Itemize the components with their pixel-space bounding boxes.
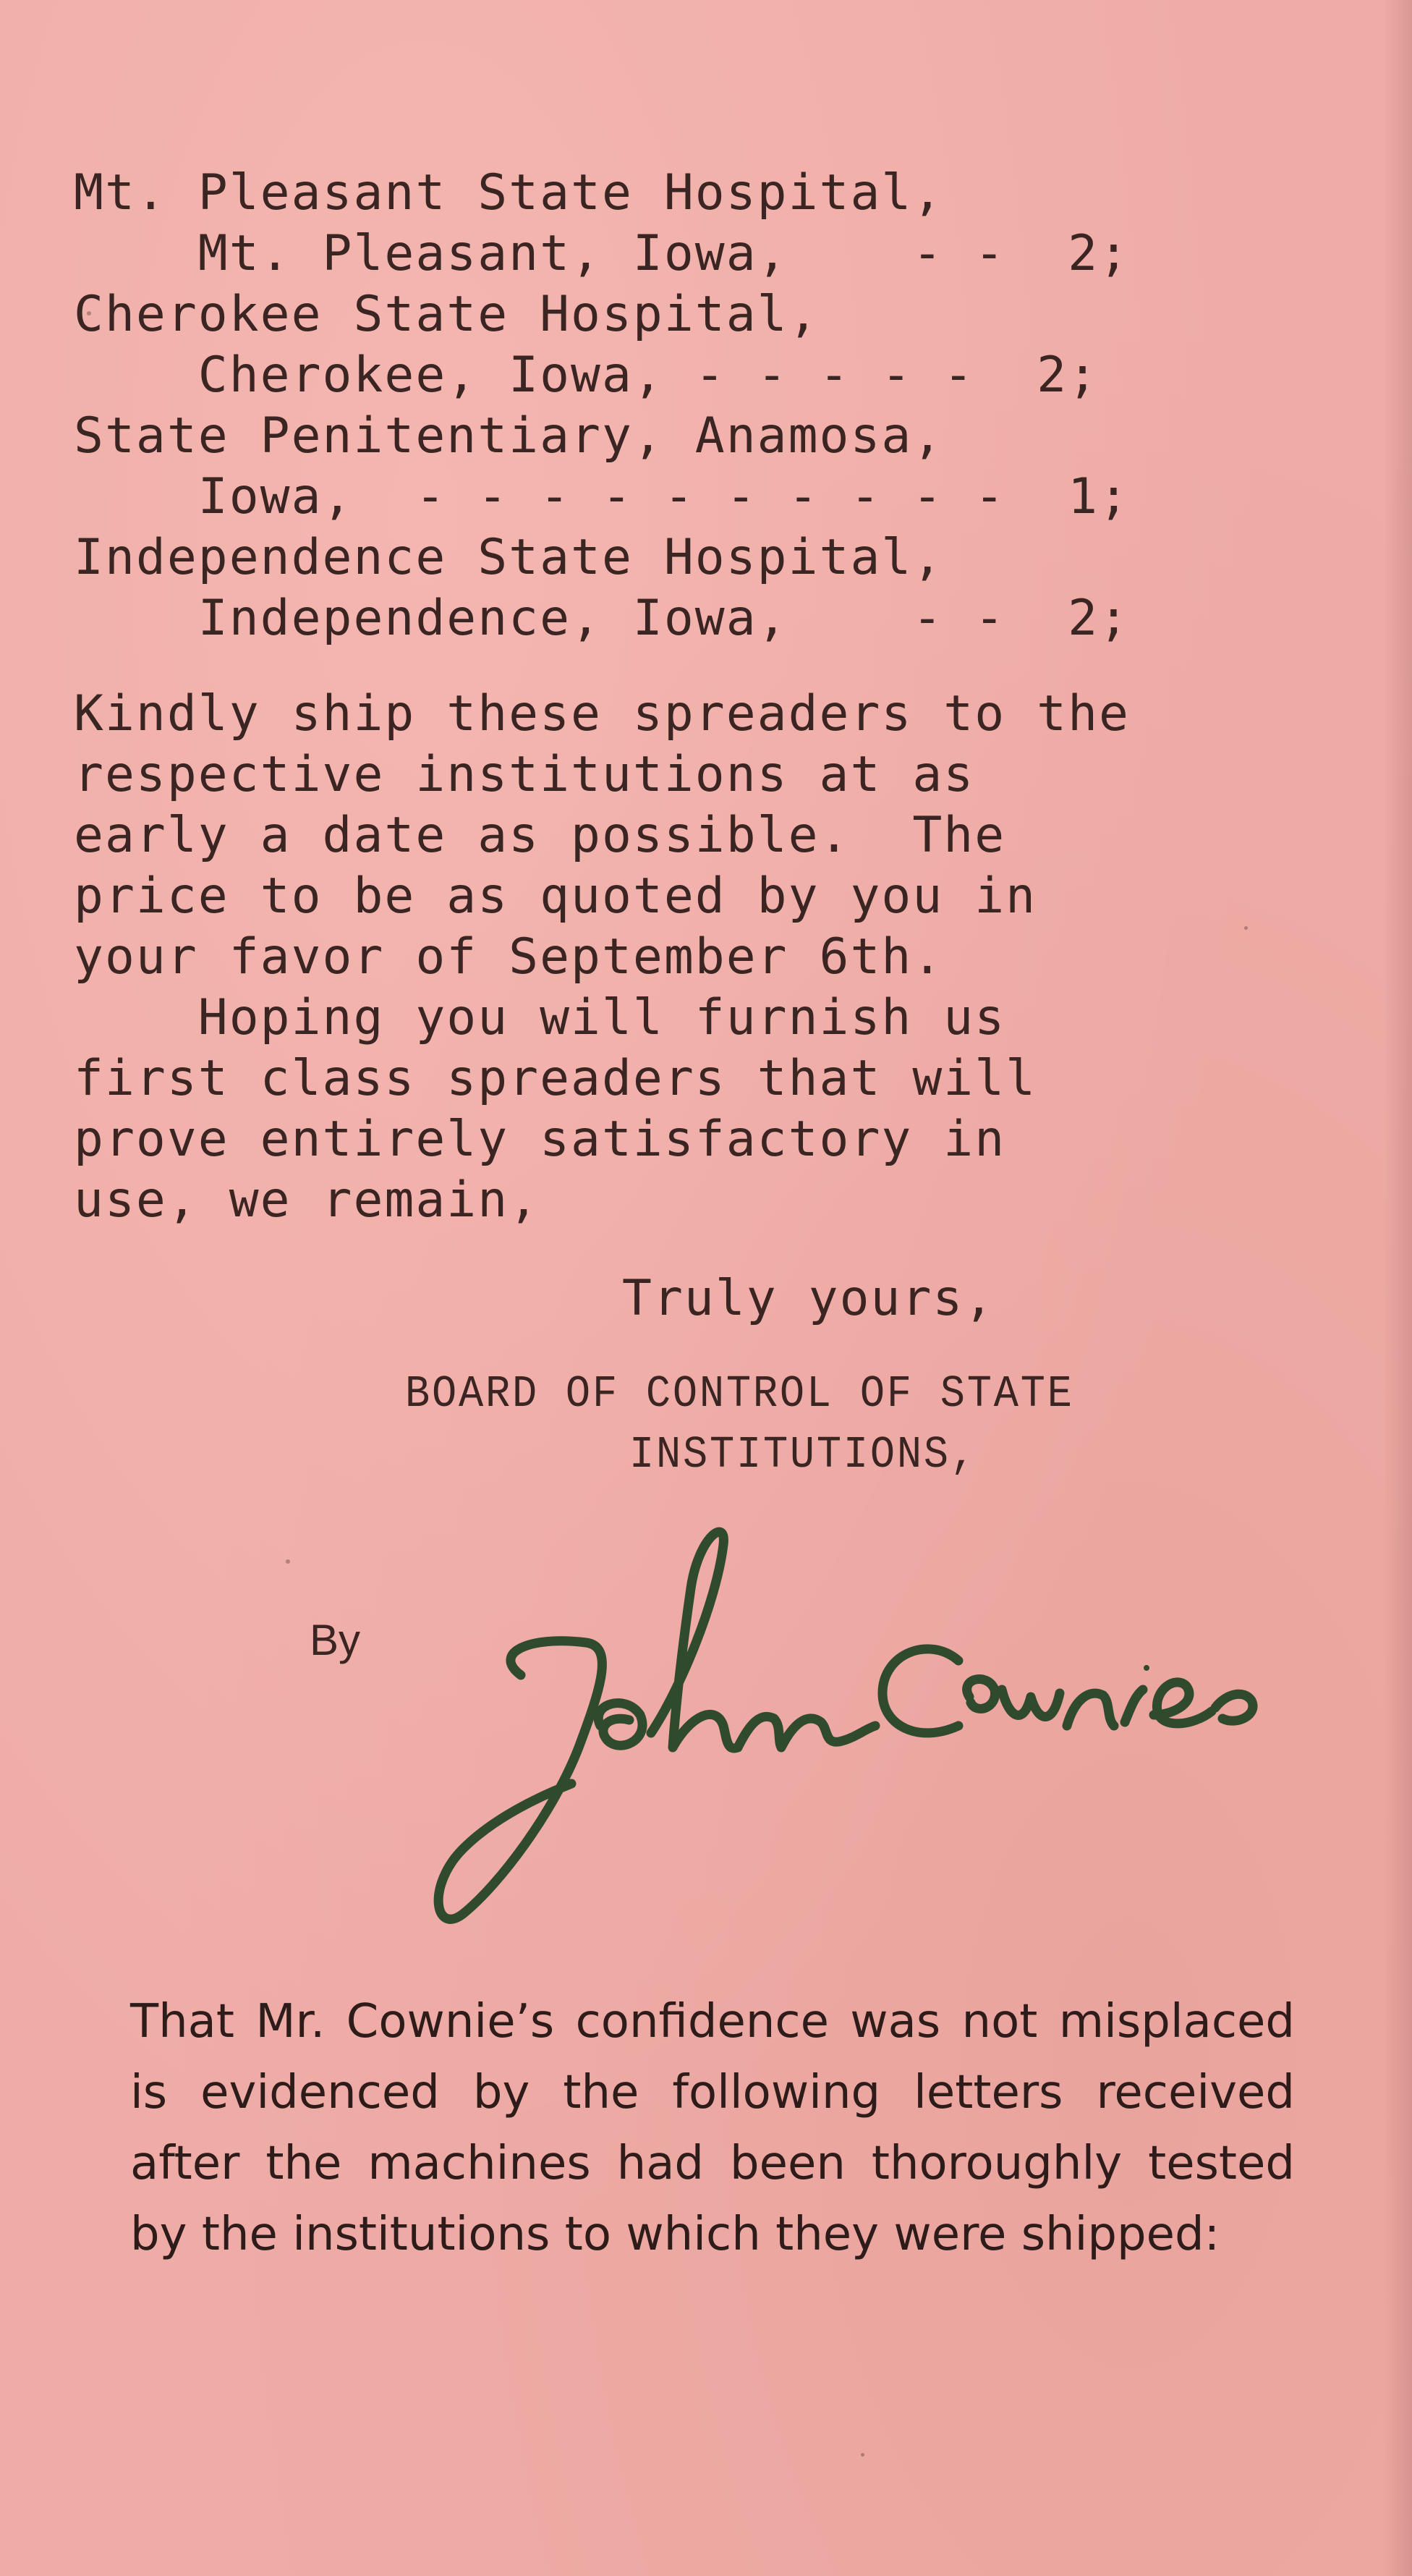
paper-speck — [861, 2453, 864, 2457]
printed-commentary: That Mr. Cownie’s confidence was not misplaced is evidenced by the following letters received after the machines had been thoroughly tested by the institutions to which they were shipped: — [130, 1995, 1295, 2261]
paper-speck — [1244, 926, 1248, 930]
handwritten-signature — [420, 1509, 1317, 1943]
page-edge-shadow — [1383, 0, 1412, 2576]
institution-3-location: Iowa, - - - - - - - - - - 1; — [74, 468, 1130, 525]
body-line: use, we remain, — [74, 1172, 540, 1229]
paper-speck — [286, 1559, 290, 1564]
body-line: Kindly ship these spreaders to the — [74, 685, 1130, 742]
closing-salutation: Truly yours, — [622, 1270, 995, 1327]
body-line: early a date as possible. The — [74, 807, 1006, 864]
body-line: respective institutions at as — [74, 746, 975, 803]
institution-1-name: Mt. Pleasant State Hospital, — [74, 164, 944, 221]
organization-name-line1: BOARD OF CONTROL OF STATE — [405, 1368, 1074, 1420]
institution-1-location: Mt. Pleasant, Iowa, - - 2; — [74, 225, 1130, 282]
body-line: Hoping you will furnish us — [74, 989, 1006, 1046]
by-label: By — [310, 1616, 361, 1664]
institution-2-location: Cherokee, Iowa, - - - - - 2; — [74, 347, 1100, 404]
organization-name-line2: INSTITUTIONS, — [629, 1429, 977, 1480]
body-line: prove entirely satisfactory in — [74, 1111, 1006, 1168]
institution-4-name: Independence State Hospital, — [74, 529, 944, 586]
body-line: your favor of September 6th. — [74, 928, 944, 986]
body-line: first class spreaders that will — [74, 1050, 1037, 1107]
institution-2-name: Cherokee State Hospital, — [74, 286, 820, 343]
institution-4-location: Independence, Iowa, - - 2; — [74, 590, 1130, 647]
institution-3-name: State Penitentiary, Anamosa, — [74, 407, 944, 465]
body-line: price to be as quoted by you in — [74, 868, 1037, 925]
paper-speck — [87, 311, 91, 315]
